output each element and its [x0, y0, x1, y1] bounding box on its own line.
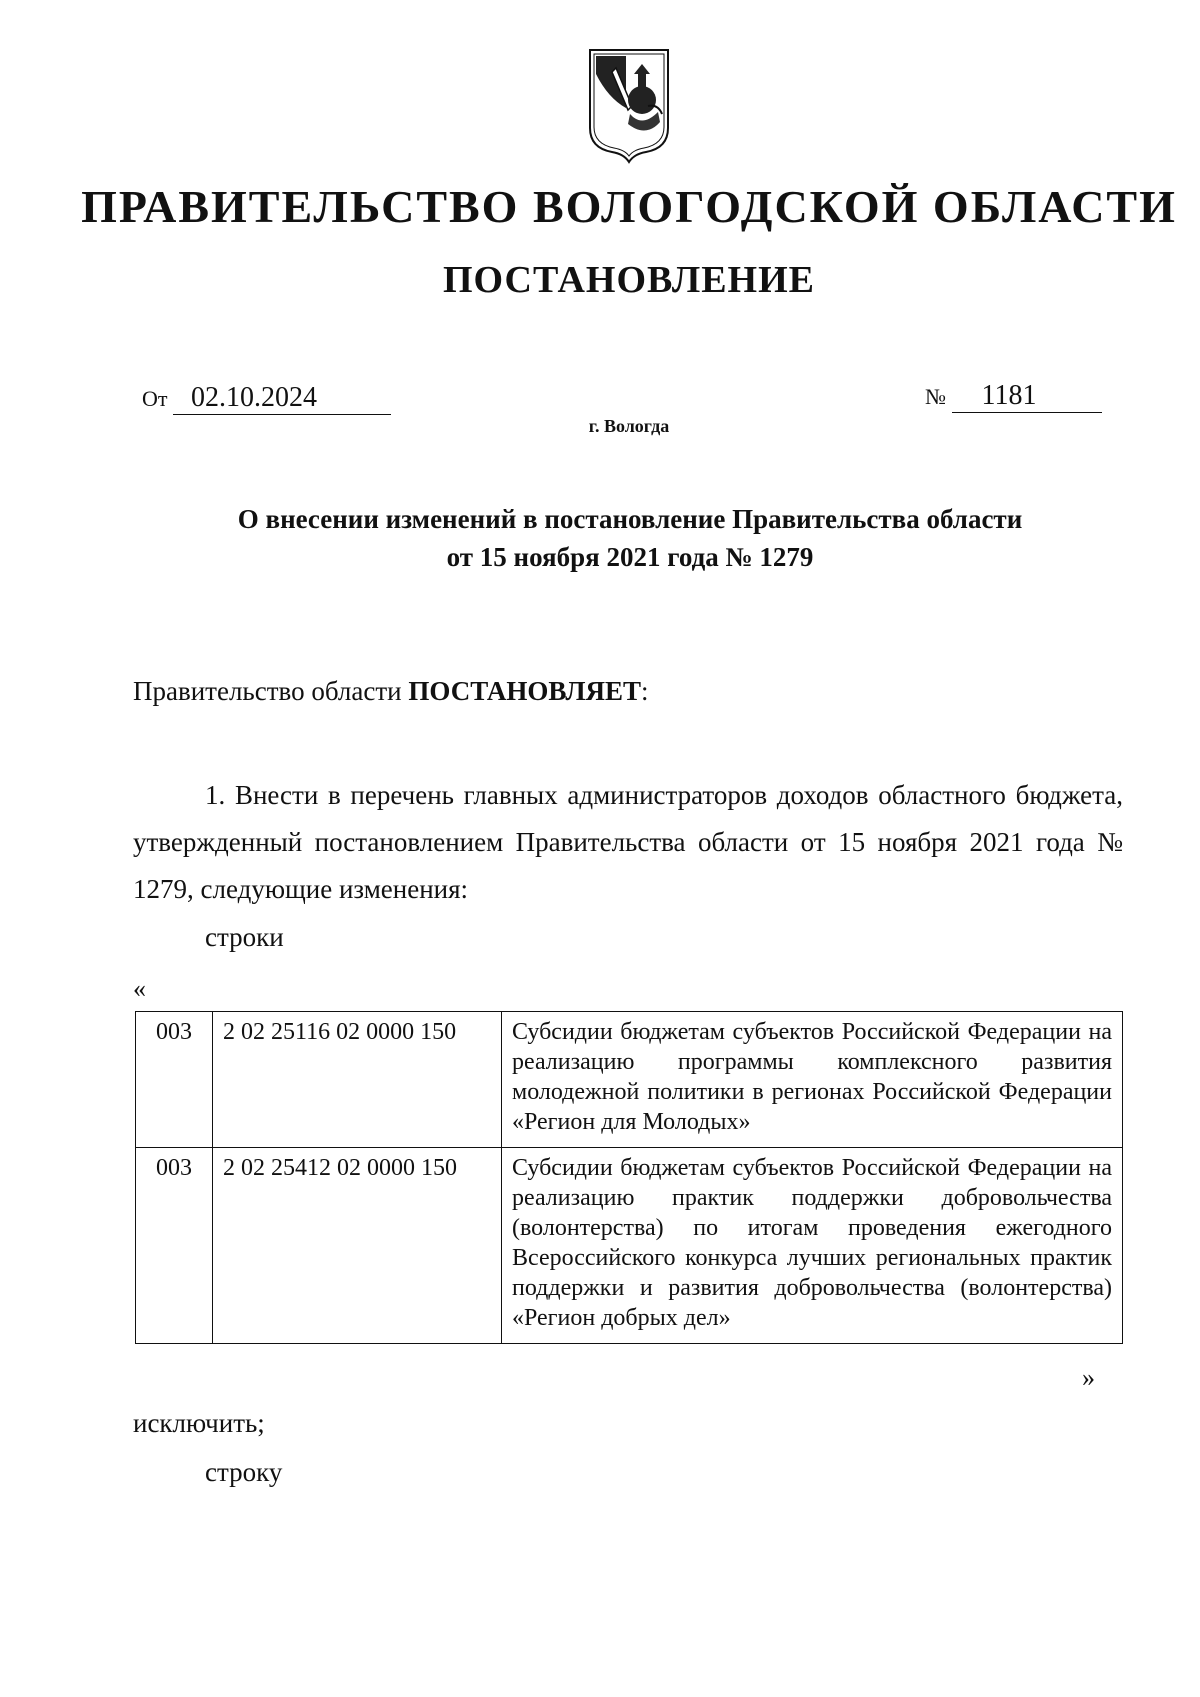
- date-prefix: От: [142, 386, 168, 411]
- city-name: г. Вологда: [588, 416, 670, 436]
- preamble: [133, 676, 649, 707]
- table-row: [136, 1148, 1123, 1344]
- document-date-block: [142, 382, 391, 415]
- table-row: [136, 1012, 1123, 1148]
- revenue-code-cell: 2 02 25412 02 0000 150: [213, 1148, 502, 1344]
- quote-open: «: [133, 974, 146, 1003]
- rows-word: строки: [205, 922, 284, 952]
- description-cell: Субсидии бюджетам субъектов Российской Федерации на реализацию практик поддержки добровольчества (волонтерства) по итогам проведения ежегодного Всероссийского конкурса лучших региональных практик поддержки и развития добровольчества (волонтерства) «Регион добрых дел»: [502, 1148, 1123, 1344]
- coat-of-arms-emblem: [586, 48, 672, 164]
- coat-of-arms-icon: [586, 48, 672, 164]
- description-cell: Субсидии бюджетам субъектов Российской Федерации на реализацию программы комплексного развития молодежной политики в регионах Российской Федерации «Регион для Молодых»: [502, 1012, 1123, 1148]
- admin-code-cell: 003: [136, 1012, 213, 1148]
- revenue-code-cell: 2 02 25116 02 0000 150: [213, 1012, 502, 1148]
- document-type: ПОСТАНОВЛЕНИЕ: [442, 259, 816, 301]
- number-prefix: №: [925, 384, 946, 409]
- preamble-text: Правительство области: [133, 676, 409, 706]
- quote-close: »: [1082, 1363, 1095, 1392]
- subject-line-1: О внесении изменений в постановление Правительства области: [237, 504, 1023, 534]
- document-subject: [140, 500, 1120, 576]
- document-number: 1181: [952, 380, 1102, 413]
- budget-revenue-table: [135, 1011, 1123, 1344]
- preamble-colon: :: [640, 676, 649, 706]
- subject-line-2: от 15 ноября 2021 года № 1279: [446, 542, 814, 572]
- admin-code-cell: 003: [136, 1148, 213, 1344]
- row-word: строку: [205, 1457, 283, 1487]
- government-title: ПРАВИТЕЛЬСТВО ВОЛОГОДСКОЙ ОБЛАСТИ: [81, 181, 1177, 232]
- preamble-resolves: ПОСТАНОВЛЯЕТ: [408, 676, 641, 706]
- exclude-text: исключить;: [133, 1408, 265, 1438]
- paragraph-1: 1. Внести в перечень главных администраторов доходов областного бюджета, утвержденный постановлением Правительства области от 15 ноября 2021 года № 1279, следующие изменения:: [133, 780, 1123, 904]
- document-date: 02.10.2024: [173, 382, 391, 415]
- document-number-block: [925, 380, 1102, 413]
